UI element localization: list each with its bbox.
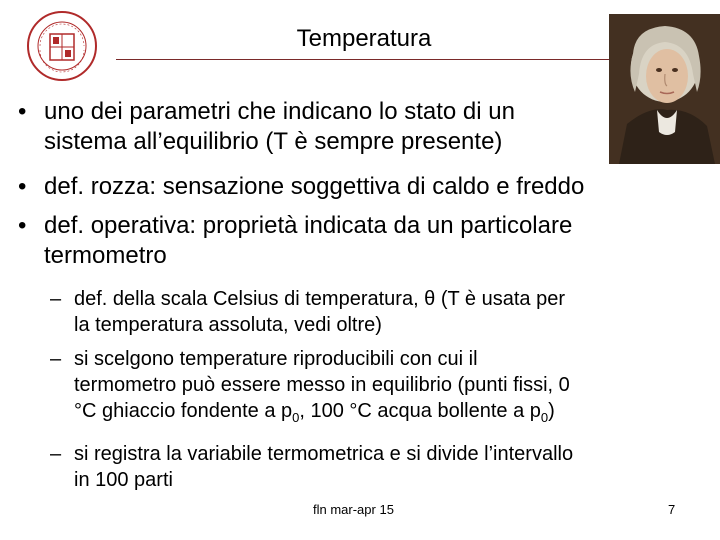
bullet-symbol: • [18,212,27,239]
bullet-text: def. operativa: proprietà indicata da un particolare termometro [44,212,573,269]
bullet-text: def. rozza: sensazione soggettiva di caldo e freddo [44,173,585,200]
bullet-symbol: • [18,173,27,200]
title-underline [116,59,612,60]
page-number: 7 [668,502,676,517]
portrait-image [609,14,720,164]
subbullet-symbol: – [50,348,62,370]
subbullet-text: def. della scala Celsius di temperatura, θ (T è usata per la temperatura assoluta, vedi oltre) [74,288,565,336]
subbullet-text: si registra la variabile termometrica e si divide l’intervallo in 100 parti [74,443,574,491]
slide-title: Temperatura [296,25,432,52]
footer-text: fln mar-apr 15 [313,502,394,517]
subbullet-symbol: – [50,443,62,465]
bullet-symbol: • [18,98,27,125]
subbullet-text: si scelgono temperature riproducibili con cui il termometro può essere messo in equilibrio (punti fissi, 0 °C ghiaccio fondente a $p_0$, 100 °C acqua bollente a $p_0$) [74,348,570,425]
bullet-text: uno dei parametri che indicano lo stato di un sistema all’equilibrio (T è sempre presente) [44,98,515,155]
university-seal-logo [26,10,98,82]
subbullet-symbol: – [50,288,62,310]
